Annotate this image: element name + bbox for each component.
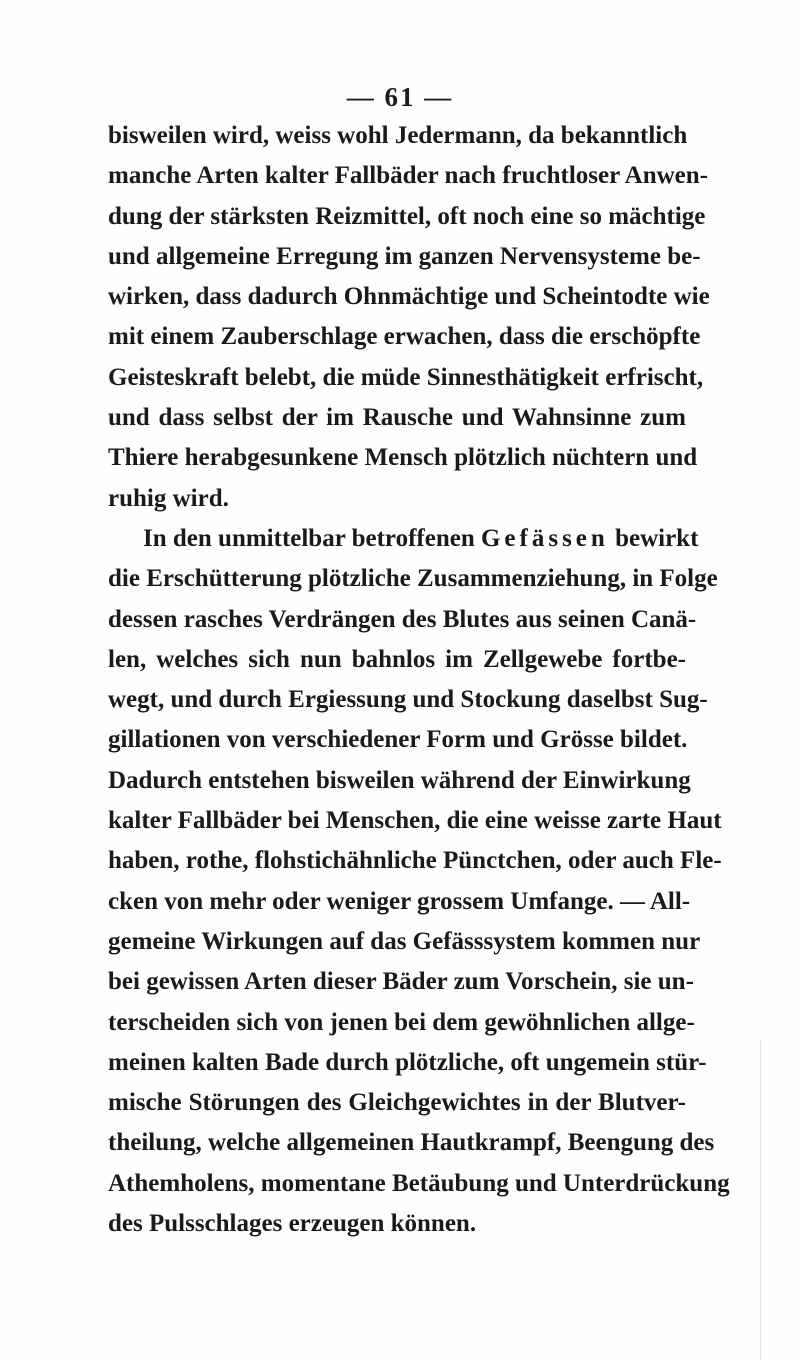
text-line: bisweilen wird, weiss wohl Jedermann, da bekanntlich [108, 122, 688, 149]
text-line: die Erschütterung plötzliche Zusammenziehung, in Folge [108, 565, 718, 593]
text-line: kalter Fallbäder bei Menschen, die eine weisse zarte Haut [108, 807, 722, 835]
emphasized-word: Gefässen [480, 524, 609, 552]
text-line: Geisteskraft belebt, die müde Sinnesthätigkeit erfrischt, [108, 363, 704, 391]
text-line: cken von mehr oder weniger grossem Umfange. — All- [108, 887, 691, 915]
text-line: manche Arten kalter Fallbäder nach fruchtloser Anwen- [108, 162, 708, 190]
text-line: mit einem Zauberschlage erwachen, dass die erschöpfte [108, 323, 701, 351]
page-number-header: — 61 — [346, 82, 454, 112]
opening-text-end: bewirkt [615, 524, 699, 552]
text-line: und allgemeine Erregung im ganzen Nervensysteme be- [108, 242, 701, 270]
text-line: dessen rasches Verdrängen des Blutes aus seinen Canä- [108, 605, 697, 633]
text-line: meinen kalten Bade durch plötzliche, oft ungemein stür- [108, 1048, 707, 1076]
text-line: und dass selbst der im Rausche und Wahnsinne zum [108, 404, 686, 432]
text-line: Dadurch entstehen bisweilen während der Einwirkung [108, 766, 691, 794]
text-line: wirken, dass dadurch Ohnmächtige und Scheintodte wie [108, 283, 710, 311]
text-line: ruhig wird. [108, 484, 229, 512]
page-edge-mark [760, 1040, 761, 1360]
text-line: len, welches sich nun bahnlos im Zellgewebe fortbe- [108, 645, 686, 673]
text-line: bei gewissen Arten dieser Bäder zum Vorschein, sie un- [108, 968, 694, 996]
text-line: wegt, und durch Ergiessung und Stockung daselbst Sug- [108, 686, 708, 714]
text-line: gillationen von verschiedener Form und Grösse bildet. [108, 726, 688, 754]
text-line: dung der stärksten Reizmittel, oft noch eine so mächtige [108, 202, 706, 230]
text-line: Athemholens, momentane Betäubung und Unterdrückung [108, 1169, 730, 1197]
text-line: gemeine Wirkungen auf das Gefässsystem kommen nur [108, 927, 701, 955]
text-line: Thiere herabgesunkene Mensch plötzlich nüchtern und [108, 444, 698, 472]
text-line: haben, rothe, flohstichähnliche Pünctchen, oder auch Fle- [108, 847, 722, 875]
text-line: terscheiden sich von jenen bei dem gewöhnlichen allge- [108, 1008, 695, 1036]
text-line: theilung, welche allgemeinen Hautkrampf, Beengung des [108, 1129, 715, 1157]
text-line: mische Störungen des Gleichgewichtes in der Blutver- [108, 1089, 686, 1117]
opening-text: In den unmittelbar betroffenen [143, 524, 475, 552]
body-text [108, 116, 730, 1244]
paragraph-opening-line [108, 519, 699, 559]
text-line: des Pulsschlages erzeugen können. [108, 1210, 477, 1238]
